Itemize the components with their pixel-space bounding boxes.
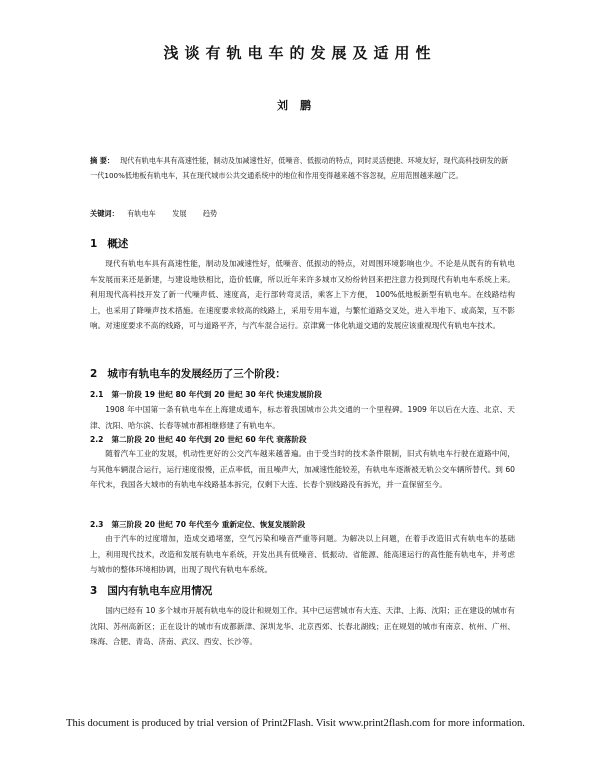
subsection-heading-2-3	[90, 519, 305, 530]
subsection-heading-2-2	[90, 434, 307, 445]
subsection-number: 2.1	[90, 390, 104, 399]
section-heading-1	[90, 236, 128, 251]
subsection-2-1-paragraph: 1908 年中国第一条有轨电车在上海建成通车，标志着我国城市公共交通的一个里程碑。1909 年以后在大连、北京、天津、沈阳、哈尔滨、长春等城市都相继修建了有轨电车。	[90, 405, 515, 430]
paper-title: 浅谈有轨电车的发展及适用性	[163, 44, 437, 62]
section-title: 概述	[107, 238, 129, 250]
subsection-title: 第二阶段 20 世纪 40 年代到 20 世纪 60 年代 衰落阶段	[111, 435, 307, 444]
keyword: 趋势	[202, 209, 218, 218]
keyword: 有轨电车	[127, 209, 156, 218]
subsection-2-2-paragraph: 随着汽车工业的发展，机动性更好的公交汽车越来越普遍。由于受当时的技术条件限制，旧式有轨电车行驶在道路中间，与其他车辆混合运行，运行速度很慢，正点率低，而且噪声大，加减速性能较差，有轨电车逐渐被无轨公交车辆所替代。到 60 年代末，我国各大城市的有轨电车线路基本拆完，仅剩下大连、长春个别线路没有拆光，并一直保留至今。	[90, 449, 515, 490]
subsection-title: 第一阶段 19 世纪 80 年代到 20 世纪 30 年代 快速发展阶段	[111, 390, 322, 399]
abstract-label: 摘 要：	[90, 156, 115, 165]
keywords-label: 关键词：	[90, 209, 119, 218]
section-heading-2	[90, 366, 286, 381]
section-number: 2	[90, 368, 98, 380]
abstract	[90, 153, 515, 183]
section-3-paragraph: 国内已经有 10 多个城市开展有轨电车的设计和规划工作。其中已运营城市有大连、天津、上海、沈阳；正在建设的城市有沈阳、苏州高新区；正在设计的城市有成都新津、深圳龙华、北京西郊、长春北湖线；正在规划的城市有南京、杭州、广州、珠海、合肥、青岛、济南、武汉、西安、长沙等。	[90, 606, 515, 647]
subsection-heading-2-1	[90, 389, 322, 400]
section-title: 国内有轨电车应用情况	[107, 585, 213, 597]
keywords	[90, 206, 515, 221]
subsection-number: 2.3	[90, 520, 104, 529]
keyword: 发展	[172, 209, 187, 218]
section-number: 3	[90, 585, 98, 597]
section-title: 城市有轨电车的发展经历了三个阶段：	[107, 368, 286, 380]
author-name: 刘鹏	[277, 99, 323, 112]
subsection-title: 第三阶段 20 世纪 70 年代至今 重新定位、恢复发展阶段	[111, 520, 306, 529]
section-1-paragraph: 现代有轨电车具有高速性能，制动及加减速性好，低噪音、低振动的特点，对周围环境影响也少。不论是从既有的有轨电车发展而来还是新建，与建设地铁相比，造价低廉，所以近年来许多城市又纷纷转回来把注意力投到现代有轨电车系统上来。利用现代高科技开发了新一代噪声低、速度高，走行部转弯灵活，乘客上下方便， 100%低地板新型有轨电车。在线路结构上，也采用了降噪声技术措施。在速度要求较高的线路上，采用专用车道，与繁忙道路交叉处，进入半地下、或高架，互不影响。对速度要求不高的线路，可与道路平齐，与汽车混合运行。京津冀一体化轨道交通的发展应该重视现代有轨电车技术。	[90, 259, 515, 331]
trial-watermark-footer: This document is produced by trial version of Print2Flash. Visit www.print2flash.com for more information.	[66, 718, 525, 729]
section-number: 1	[90, 238, 98, 250]
abstract-text: 现代有轨电车具有高速性能，制动及加减速性好，低噪音、低振动的特点，同时灵活便捷、环境友好，现代高科技研发的新一代100%低地板有轨电车，其在现代城市公共交通系统中的地位和作用变得越来越不容忽视，应用范围越来越广泛。	[90, 156, 509, 180]
section-heading-3	[90, 583, 212, 598]
subsection-2-3-paragraph: 由于汽车的过度增加，造成交通堵塞，空气污染和噪音严重等问题。为解决以上问题，在着手改造旧式有轨电车的基础上，利用现代技术，改造和发展有轨电车系统，开发出具有低噪音、低振动、省能源、能高速运行的高性能有轨电车，并考虑与城市的整体环境相协调，出现了现代有轨电车系统。	[90, 534, 515, 575]
subsection-number: 2.2	[90, 435, 104, 444]
